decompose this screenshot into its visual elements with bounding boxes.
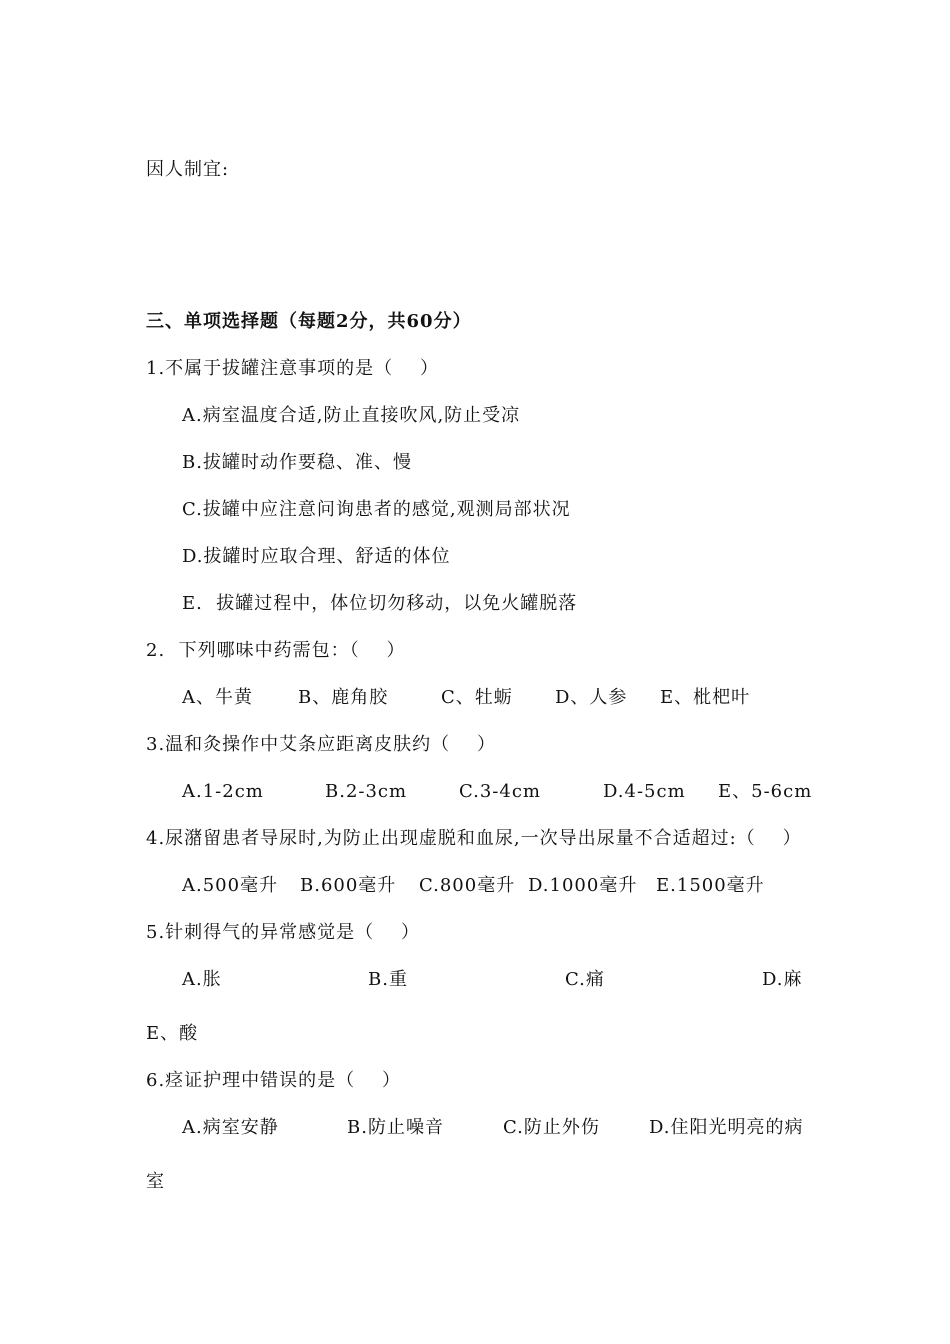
question-2-option-d: D、人参 <box>555 687 628 708</box>
question-2-option-e: E、枇杷叶 <box>660 687 751 708</box>
question-4-option-c: C.800毫升 <box>419 875 516 896</box>
question-6-option-a: A.病室安静 <box>182 1117 279 1138</box>
question-4-option-d: D.1000毫升 <box>528 875 638 896</box>
question-2-option-b: B、鹿角胶 <box>298 687 389 708</box>
question-3-option-a: A.1-2cm <box>182 781 264 802</box>
question-1-stem: 1.不属于拔罐注意事项的是（ ） <box>146 358 440 379</box>
section-heading: 三、单项选择题（每题2分，共60分） <box>146 311 472 332</box>
question-1-option-a: A.病室温度合适,防止直接吹风,防止受凉 <box>182 405 521 426</box>
question-5-option-d: D.麻 <box>762 969 803 990</box>
question-4-option-a: A.500毫升 <box>182 875 279 896</box>
question-6-option-d: D.住阳光明亮的病 <box>649 1117 804 1138</box>
question-5-option-c: C.痛 <box>565 969 605 990</box>
question-3-option-d: D.4-5cm <box>603 781 686 802</box>
question-1-option-e: E. 拔罐过程中，体位切勿移动，以免火罐脱落 <box>182 593 578 614</box>
question-6-option-b: B.防止噪音 <box>347 1117 444 1138</box>
question-4-option-e: E.1500毫升 <box>656 875 765 896</box>
question-5-option-e: E、酸 <box>146 1023 199 1044</box>
question-3-option-c: C.3-4cm <box>459 781 541 802</box>
question-6-option-c: C.防止外伤 <box>503 1117 600 1138</box>
question-2-option-a: A、牛黄 <box>182 687 253 708</box>
question-1-option-d: D.拔罐时应取合理、舒适的体位 <box>182 546 451 567</box>
question-3-option-e: E、5-6cm <box>718 781 813 802</box>
question-5-option-a: A.胀 <box>182 969 222 990</box>
question-5-option-b: B.重 <box>368 969 408 990</box>
question-4-option-b: B.600毫升 <box>300 875 397 896</box>
intro-line: 因人制宜: <box>146 159 230 180</box>
question-1-option-c: C.拔罐中应注意问询患者的感觉,观测局部状况 <box>182 499 571 520</box>
question-3-stem: 3.温和灸操作中艾条应距离皮肤约（ ） <box>146 734 497 755</box>
question-6-stem: 6.痉证护理中错误的是（ ） <box>146 1070 402 1091</box>
question-2-stem: 2. 下列哪味中药需包：（ ） <box>146 640 406 661</box>
question-6-option-d-wrap: 室 <box>146 1171 165 1192</box>
question-1-option-b: B.拔罐时动作要稳、准、慢 <box>182 452 412 473</box>
question-3-option-b: B.2-3cm <box>325 781 408 802</box>
question-5-stem: 5.针刺得气的异常感觉是（ ） <box>146 922 421 943</box>
question-2-option-c: C、牡蛎 <box>441 687 513 708</box>
question-4-stem: 4.尿潴留患者导尿时,为防止出现虚脱和血尿,一次导出尿量不合适超过:（ ） <box>146 828 802 849</box>
